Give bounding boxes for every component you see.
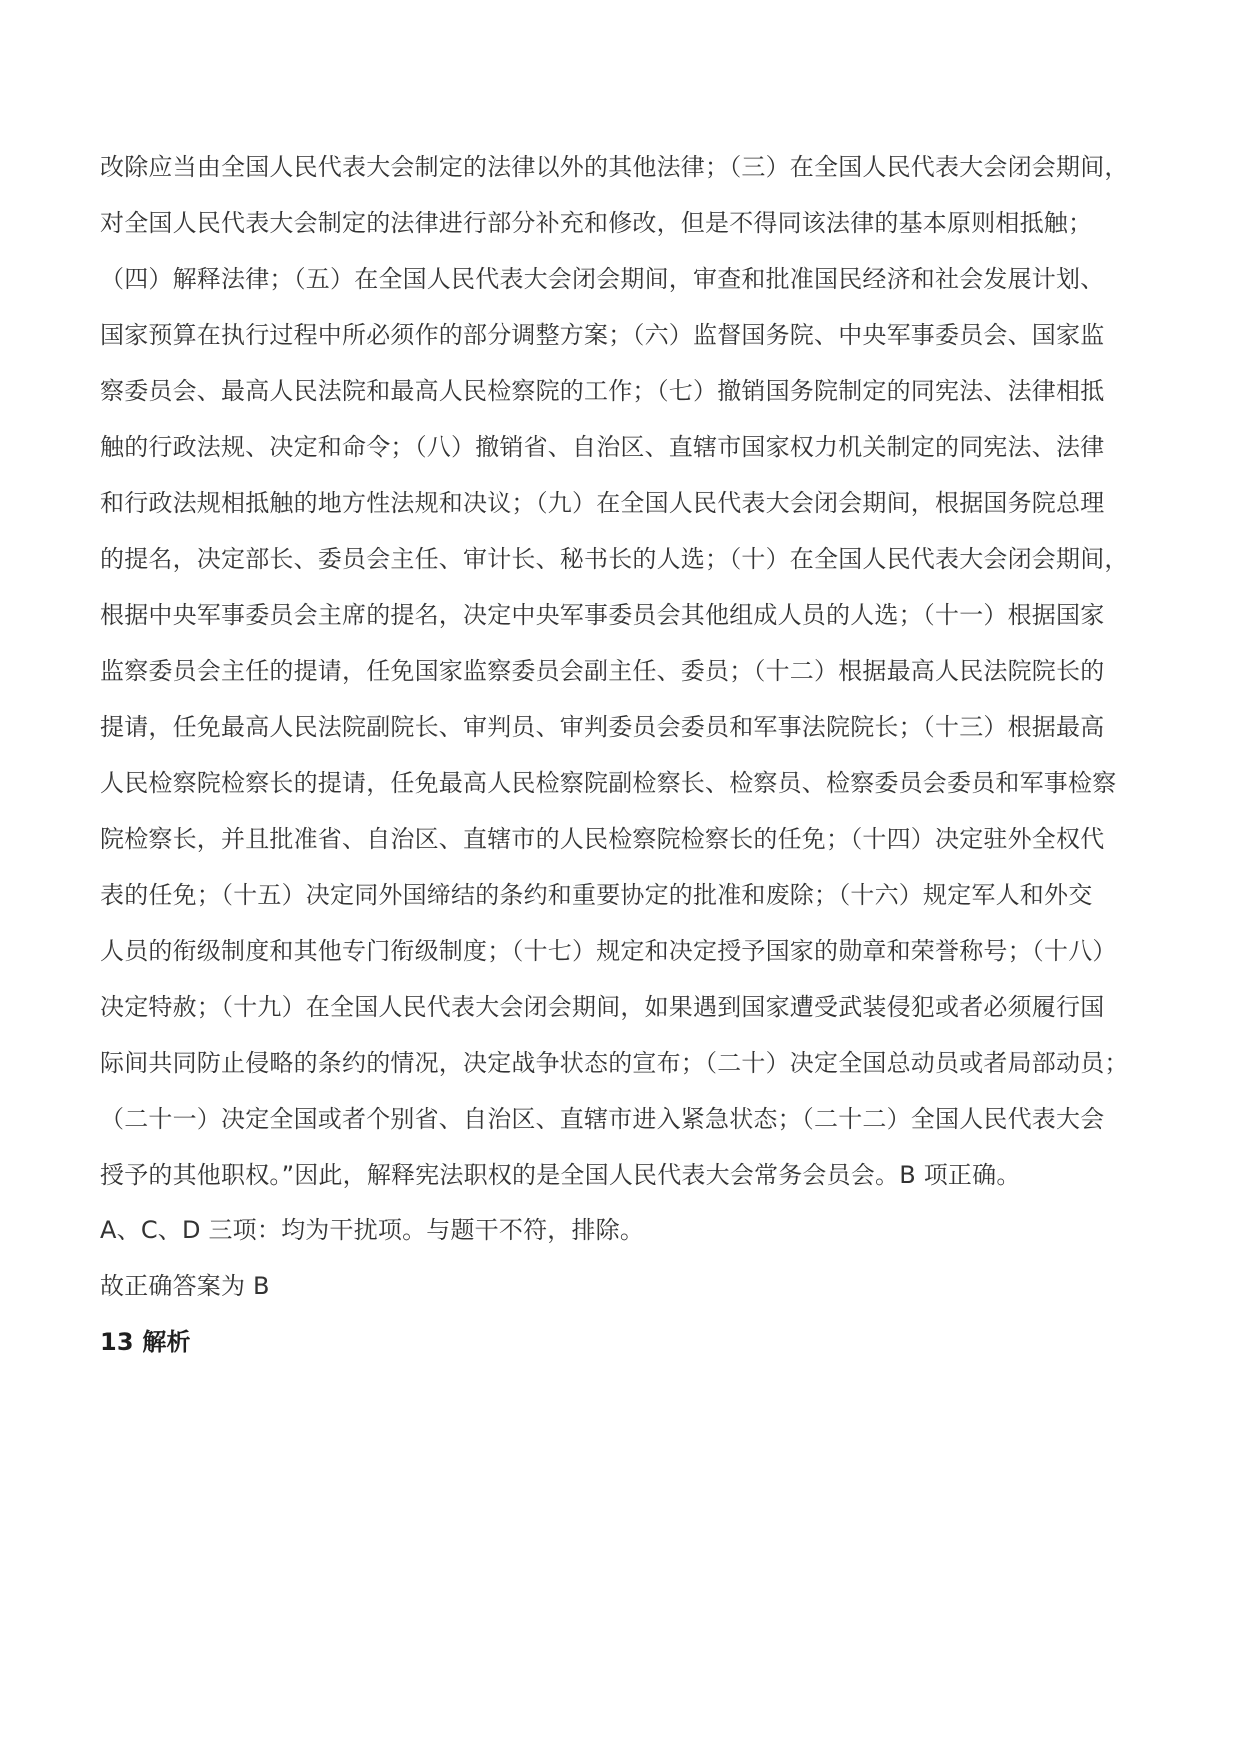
paragraph-line: 表的任免；（十五）决定同外国缔结的条约和重要协定的批准和废除；（十六）规定军人和外交 <box>100 881 1093 909</box>
paragraph-line: 触的行政法规、决定和命令；（八）撤销省、自治区、直辖市国家权力机关制定的同宪法、法律 <box>100 433 1105 461</box>
paragraph-line: 院检察长，并且批准省、自治区、直辖市的人民检察院检察长的任免；（十四）决定驻外全权代 <box>100 825 1105 853</box>
paragraph-line: 监察委员会主任的提请，任免国家监察委员会副主任、委员；（十二）根据最高人民法院院长的 <box>100 657 1105 685</box>
paragraph-line: 国家预算在执行过程中所必须作的部分调整方案；（六）监督国务院、中央军事委员会、国家监 <box>100 321 1105 349</box>
paragraph-line: （二十一）决定全国或者个别省、自治区、直辖市进入紧急状态；（二十二）全国人民代表大会 <box>100 1105 1105 1133</box>
answer-statement: 故正确答案为 B <box>100 1272 270 1300</box>
distractor-explanation: A、C、D 三项：均为干扰项。与题干不符，排除。 <box>100 1216 645 1244</box>
paragraph-line: 察委员会、最高人民法院和最高人民检察院的工作；（七）撤销国务院制定的同宪法、法律相抵 <box>100 377 1105 405</box>
section-heading: 13 解析 <box>100 1328 191 1356</box>
paragraph-line: 和行政法规相抵触的地方性法规和决议；（九）在全国人民代表大会闭会期间，根据国务院总理 <box>100 489 1105 517</box>
paragraph-line: 人民检察院检察长的提请，任免最高人民检察院副检察长、检察员、检察委员会委员和军事检察 <box>100 769 1117 797</box>
paragraph-line: （四）解释法律；（五）在全国人民代表大会闭会期间，审查和批准国民经济和社会发展计划、 <box>100 265 1105 293</box>
paragraph-line: 提请，任免最高人民法院副院长、审判员、审判委员会委员和军事法院院长；（十三）根据最高 <box>100 713 1105 741</box>
paragraph-line: 根据中央军事委员会主席的提名，决定中央军事委员会其他组成人员的人选；（十一）根据国家 <box>100 601 1105 629</box>
paragraph-line: 改除应当由全国人民代表大会制定的法律以外的其他法律；（三）在全国人民代表大会闭会期间， <box>100 153 1129 181</box>
paragraph-line: 的提名，决定部长、委员会主任、审计长、秘书长的人选；（十）在全国人民代表大会闭会期间， <box>100 545 1129 573</box>
paragraph-line: 人员的衔级制度和其他专门衔级制度；（十七）规定和决定授予国家的勋章和荣誉称号；（十八） <box>100 937 1117 965</box>
paragraph-line: 决定特赦；（十九）在全国人民代表大会闭会期间，如果遇到国家遭受武装侵犯或者必须履行国 <box>100 993 1105 1021</box>
paragraph-line: 授予的其他职权。”因此，解释宪法职权的是全国人民代表大会常务会员会。B 项正确。 <box>100 1161 1021 1189</box>
paragraph-line: 对全国人民代表大会制定的法律进行部分补充和修改，但是不得同该法律的基本原则相抵触； <box>100 209 1093 237</box>
paragraph-line: 际间共同防止侵略的条约的情况，决定战争状态的宣布；（二十）决定全国总动员或者局部动员； <box>100 1049 1129 1077</box>
